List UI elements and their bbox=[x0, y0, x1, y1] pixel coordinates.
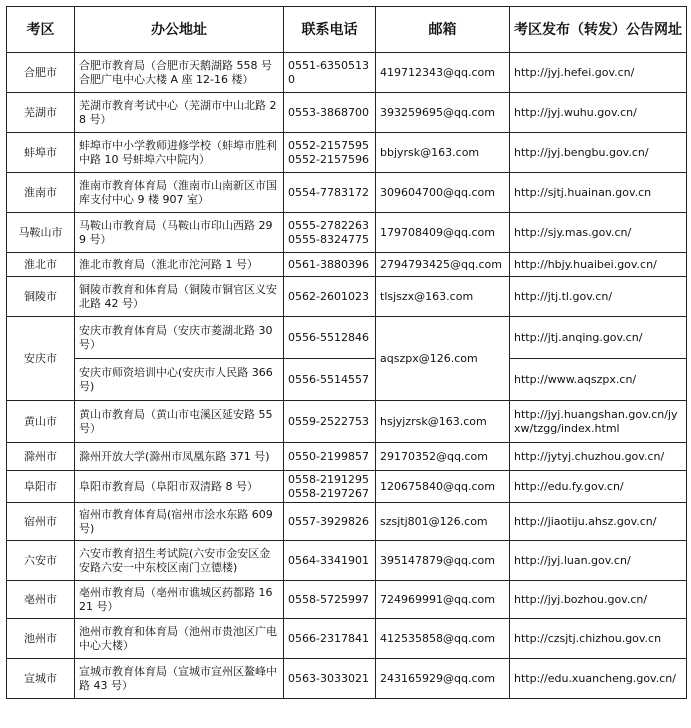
email-cell: 419712343@qq.com bbox=[376, 53, 510, 93]
email-cell: 309604700@qq.com bbox=[376, 173, 510, 213]
email-cell: bbjyrsk@163.com bbox=[376, 133, 510, 173]
phone-number: 0559-2522753 bbox=[288, 414, 369, 428]
region-cell: 蚌埠市 bbox=[7, 133, 75, 173]
url-cell: http://jyj.hefei.gov.cn/ bbox=[510, 53, 687, 93]
table-row bbox=[7, 133, 687, 173]
region-cell: 六安市 bbox=[7, 541, 75, 581]
url-cell: http://sjtj.huainan.gov.cn bbox=[510, 173, 687, 213]
region-cell: 宿州市 bbox=[7, 503, 75, 541]
phone-number: 0555-8324775 bbox=[288, 232, 369, 246]
phone-cell bbox=[284, 253, 376, 277]
phone-cell bbox=[284, 133, 376, 173]
email-cell: 120675840@qq.com bbox=[376, 471, 510, 503]
url-cell: http://jtj.tl.gov.cn/ bbox=[510, 277, 687, 317]
address-cell: 淮北市教育局（淮北市沱河路 1 号） bbox=[75, 253, 284, 277]
region-cell: 滁州市 bbox=[7, 443, 75, 471]
address-cell: 宿州市教育体育局(宿州市浍水东路 609 号) bbox=[75, 503, 284, 541]
url-cell: http://czsjtj.chizhou.gov.cn bbox=[510, 619, 687, 659]
region-cell: 安庆市 bbox=[7, 317, 75, 401]
email-cell: 179708409@qq.com bbox=[376, 213, 510, 253]
address-cell: 池州市教育和体育局（池州市贵池区广电中心大楼） bbox=[75, 619, 284, 659]
table-row bbox=[7, 253, 687, 277]
phone-cell bbox=[284, 317, 376, 359]
table-row bbox=[7, 173, 687, 213]
address-cell: 滁州开放大学(滁州市凤凰东路 371 号) bbox=[75, 443, 284, 471]
address-cell: 亳州市教育局（亳州市谯城区药都路 1621 号） bbox=[75, 581, 284, 619]
phone-cell bbox=[284, 277, 376, 317]
phone-number: 0556-5512846 bbox=[288, 330, 369, 344]
table-row bbox=[7, 581, 687, 619]
table-row bbox=[7, 53, 687, 93]
table-row bbox=[7, 277, 687, 317]
url-cell: http://hbjy.huaibei.gov.cn/ bbox=[510, 253, 687, 277]
phone-number: 0553-3868700 bbox=[288, 105, 369, 119]
url-cell: http://jyj.bengbu.gov.cn/ bbox=[510, 133, 687, 173]
email-cell: 2794793425@qq.com bbox=[376, 253, 510, 277]
address-cell: 安庆市教育体育局（安庆市菱湖北路 30 号） bbox=[75, 317, 284, 359]
address-cell: 芜湖市教育考试中心（芜湖市中山北路 28 号） bbox=[75, 93, 284, 133]
email-cell: tlsjszx@163.com bbox=[376, 277, 510, 317]
table-row bbox=[7, 317, 687, 359]
url-cell: http://jyj.wuhu.gov.cn/ bbox=[510, 93, 687, 133]
phone-cell bbox=[284, 581, 376, 619]
phone-number: 0558-2191295 bbox=[288, 472, 369, 486]
table-row bbox=[7, 359, 687, 401]
table-row bbox=[7, 541, 687, 581]
address-cell: 淮南市教育体育局（淮南市山南新区市国库支付中心 9 楼 907 室） bbox=[75, 173, 284, 213]
email-cell: szsjtj801@126.com bbox=[376, 503, 510, 541]
region-cell: 亳州市 bbox=[7, 581, 75, 619]
phone-number: 0557-3929826 bbox=[288, 514, 369, 528]
email-cell: 29170352@qq.com bbox=[376, 443, 510, 471]
region-cell: 淮北市 bbox=[7, 253, 75, 277]
url-cell: http://jyj.huangshan.gov.cn/jyxw/tzgg/index.html bbox=[510, 401, 687, 443]
phone-number: 0552-2157595 bbox=[288, 138, 369, 152]
url-cell: http://jiaotiju.ahsz.gov.cn/ bbox=[510, 503, 687, 541]
email-cell: 393259695@qq.com bbox=[376, 93, 510, 133]
email-cell: 395147879@qq.com bbox=[376, 541, 510, 581]
region-cell: 池州市 bbox=[7, 619, 75, 659]
region-cell: 马鞍山市 bbox=[7, 213, 75, 253]
phone-cell bbox=[284, 503, 376, 541]
phone-number: 0558-5725997 bbox=[288, 592, 369, 606]
phone-number: 0563-3033021 bbox=[288, 671, 369, 685]
table-row bbox=[7, 619, 687, 659]
table-row bbox=[7, 213, 687, 253]
url-cell: http://jtj.anqing.gov.cn/ bbox=[510, 317, 687, 359]
region-cell: 合肥市 bbox=[7, 53, 75, 93]
address-cell: 铜陵市教育和体育局（铜陵市铜官区义安北路 42 号） bbox=[75, 277, 284, 317]
url-cell: http://www.aqszpx.cn/ bbox=[510, 359, 687, 401]
phone-cell bbox=[284, 659, 376, 699]
url-cell: http://jyj.luan.gov.cn/ bbox=[510, 541, 687, 581]
phone-number: 0561-3880396 bbox=[288, 257, 369, 271]
table-body bbox=[7, 53, 687, 699]
phone-cell bbox=[284, 213, 376, 253]
phone-number: 0551-63505130 bbox=[288, 58, 369, 86]
url-cell: http://edu.xuancheng.gov.cn/ bbox=[510, 659, 687, 699]
phone-number: 0552-2157596 bbox=[288, 152, 369, 166]
url-cell: http://jyj.bozhou.gov.cn/ bbox=[510, 581, 687, 619]
contact-table bbox=[6, 6, 687, 699]
phone-number: 0555-2782263 bbox=[288, 218, 369, 232]
address-cell: 宣城市教育体育局（宣城市宣州区鳌峰中路 43 号） bbox=[75, 659, 284, 699]
address-cell: 安庆市师资培训中心(安庆市人民路 366 号) bbox=[75, 359, 284, 401]
header-url: 考区发布（转发）公告网址 bbox=[510, 7, 687, 53]
phone-number: 0566-2317841 bbox=[288, 631, 369, 645]
email-cell: hsjyjzrsk@163.com bbox=[376, 401, 510, 443]
region-cell: 淮南市 bbox=[7, 173, 75, 213]
region-cell: 芜湖市 bbox=[7, 93, 75, 133]
phone-cell bbox=[284, 401, 376, 443]
region-cell: 阜阳市 bbox=[7, 471, 75, 503]
phone-number: 0562-2601023 bbox=[288, 289, 369, 303]
phone-cell bbox=[284, 93, 376, 133]
header-address: 办公地址 bbox=[75, 7, 284, 53]
email-cell: 243165929@qq.com bbox=[376, 659, 510, 699]
phone-cell bbox=[284, 53, 376, 93]
phone-cell bbox=[284, 471, 376, 503]
phone-cell bbox=[284, 619, 376, 659]
address-cell: 阜阳市教育局（阜阳市双清路 8 号） bbox=[75, 471, 284, 503]
url-cell: http://edu.fy.gov.cn/ bbox=[510, 471, 687, 503]
address-cell: 蚌埠市中小学教师进修学校（蚌埠市胜利中路 10 号蚌埠六中院内） bbox=[75, 133, 284, 173]
url-cell: http://jytyj.chuzhou.gov.cn/ bbox=[510, 443, 687, 471]
email-cell: aqszpx@126.com bbox=[376, 317, 510, 401]
table-row bbox=[7, 471, 687, 503]
phone-cell bbox=[284, 541, 376, 581]
phone-number: 0558-2197267 bbox=[288, 486, 369, 500]
phone-cell bbox=[284, 173, 376, 213]
phone-number: 0564-3341901 bbox=[288, 553, 369, 567]
url-cell: http://sjy.mas.gov.cn/ bbox=[510, 213, 687, 253]
header-region: 考区 bbox=[7, 7, 75, 53]
header-email: 邮箱 bbox=[376, 7, 510, 53]
region-cell: 宣城市 bbox=[7, 659, 75, 699]
region-cell: 黄山市 bbox=[7, 401, 75, 443]
region-cell: 铜陵市 bbox=[7, 277, 75, 317]
address-cell: 黄山市教育局（黄山市屯溪区延安路 55 号） bbox=[75, 401, 284, 443]
address-cell: 合肥市教育局（合肥市天鹅湖路 558 号合肥广电中心大楼 A 座 12-16 楼） bbox=[75, 53, 284, 93]
table-row bbox=[7, 503, 687, 541]
email-cell: 412535858@qq.com bbox=[376, 619, 510, 659]
email-cell: 724969991@qq.com bbox=[376, 581, 510, 619]
table-row bbox=[7, 401, 687, 443]
address-cell: 六安市教育招生考试院(六安市金安区金安路六安一中东校区南门立德楼) bbox=[75, 541, 284, 581]
phone-number: 0554-7783172 bbox=[288, 185, 369, 199]
table-row bbox=[7, 443, 687, 471]
header-row bbox=[7, 7, 687, 53]
table-row bbox=[7, 93, 687, 133]
phone-number: 0556-5514557 bbox=[288, 372, 369, 386]
address-cell: 马鞍山市教育局（马鞍山市印山西路 299 号） bbox=[75, 213, 284, 253]
phone-cell bbox=[284, 359, 376, 401]
phone-number: 0550-2199857 bbox=[288, 449, 369, 463]
header-phone: 联系电话 bbox=[284, 7, 376, 53]
phone-cell bbox=[284, 443, 376, 471]
table-row bbox=[7, 659, 687, 699]
